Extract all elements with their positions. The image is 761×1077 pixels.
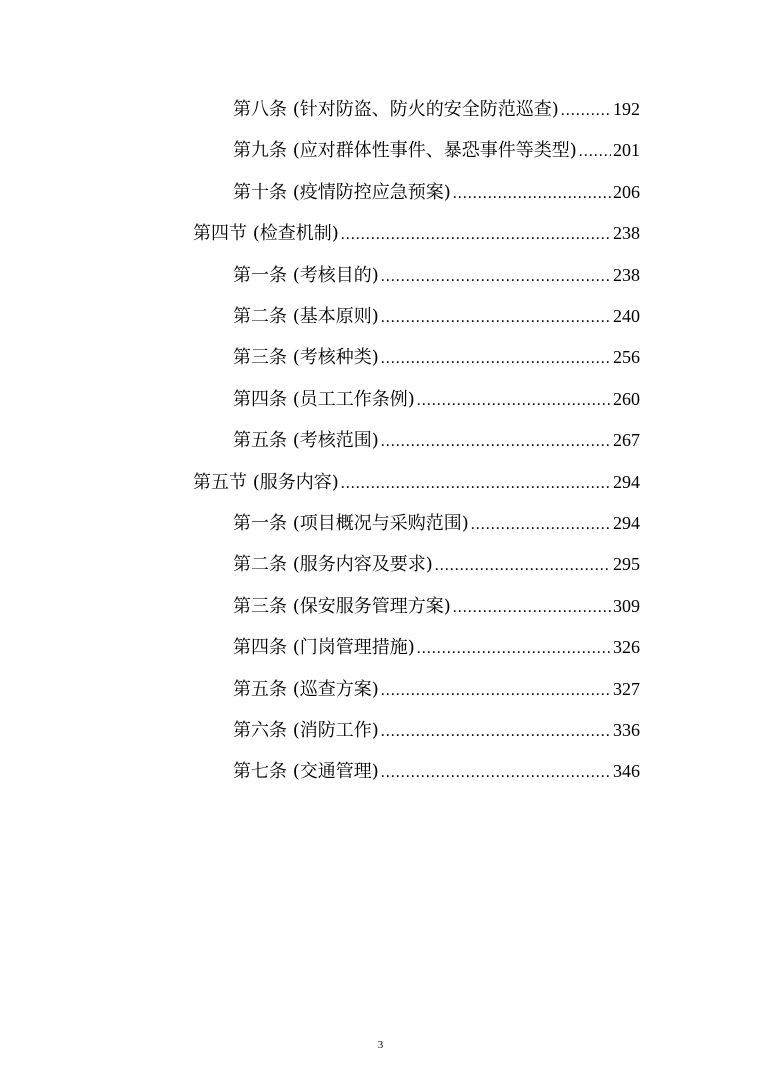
toc-dot-leader xyxy=(381,301,611,335)
toc-entry-title: 第六条 (消防工作) xyxy=(233,720,379,741)
toc-entry-title: 第二条 (基本原则) xyxy=(233,306,379,327)
toc-entry[interactable] xyxy=(233,423,640,457)
toc-entry-page: 294 xyxy=(613,513,640,533)
toc-entry-page: 240 xyxy=(613,306,640,326)
toc-entry[interactable] xyxy=(233,382,640,416)
toc-section-entry[interactable] xyxy=(193,216,640,250)
toc-entry-page: 346 xyxy=(613,761,640,782)
toc-entry-page: 326 xyxy=(613,637,640,658)
toc-dot-leader xyxy=(341,218,611,252)
toc-entry-title: 第八条 (针对防盗、防火的安全防范巡查) xyxy=(233,99,559,120)
toc-entry[interactable] xyxy=(233,175,640,209)
toc-entry-page: 256 xyxy=(613,347,640,368)
toc-entry-page: 336 xyxy=(613,720,640,740)
toc-entry[interactable] xyxy=(233,754,640,788)
toc-entry[interactable] xyxy=(233,92,640,126)
toc-entry-title: 第三条 (考核种类) xyxy=(233,347,379,369)
toc-dot-leader xyxy=(435,549,611,583)
toc-entry-title: 第二条 (服务内容及要求) xyxy=(233,554,433,576)
toc-entry-title: 第四条 (门岗管理措施) xyxy=(233,637,415,659)
toc-dot-leader xyxy=(381,342,611,376)
toc-entry-title: 第四节 (检查机制) xyxy=(193,223,339,245)
toc-entry-title: 第三条 (保安服务管理方案) xyxy=(233,595,451,617)
toc-dot-leader xyxy=(417,384,611,418)
toc-entry-title: 第五条 (考核范围) xyxy=(233,430,379,452)
toc-entry-title: 第五节 (服务内容) xyxy=(193,471,339,493)
toc-dot-leader xyxy=(561,94,611,128)
toc-entry-page: 238 xyxy=(613,264,640,285)
toc-entry-title: 第九条 (应对群体性事件、暴恐事件等类型) xyxy=(233,140,577,162)
toc-entry-page: 309 xyxy=(613,595,640,616)
toc-entry-title: 第一条 (考核目的) xyxy=(233,264,379,286)
toc-entry[interactable] xyxy=(233,672,640,706)
toc-entry[interactable] xyxy=(233,506,640,540)
toc-entry-page: 327 xyxy=(613,678,640,699)
toc-entry-page: 260 xyxy=(613,388,640,409)
toc-entry-page: 206 xyxy=(613,181,640,202)
toc-dot-leader xyxy=(381,756,611,790)
toc-entry[interactable] xyxy=(233,713,640,747)
toc-entry[interactable] xyxy=(233,547,640,581)
toc-section-entry[interactable] xyxy=(193,465,640,499)
toc-entry-title: 第四条 (员工工作条例) xyxy=(233,388,415,410)
toc-entry-page: 295 xyxy=(613,554,640,575)
toc-entry[interactable] xyxy=(233,340,640,374)
page-number: 3 xyxy=(377,1039,384,1051)
toc-entry-page: 294 xyxy=(613,471,640,492)
toc-entry-page: 201 xyxy=(613,140,640,161)
toc-entry[interactable] xyxy=(233,299,640,333)
toc-dot-leader xyxy=(417,632,611,666)
toc-dot-leader xyxy=(579,135,611,169)
toc-dot-leader xyxy=(453,591,611,625)
toc-entry-page: 267 xyxy=(613,430,640,451)
toc-dot-leader xyxy=(471,508,611,542)
toc-entry-title: 第七条 (交通管理) xyxy=(233,761,379,783)
toc-dot-leader xyxy=(381,260,611,294)
toc-entry-page: 238 xyxy=(613,223,640,244)
toc-entry[interactable] xyxy=(233,589,640,623)
toc-entry-page: 192 xyxy=(613,99,640,119)
toc-entry[interactable] xyxy=(233,133,640,167)
toc-entry-title: 第五条 (巡查方案) xyxy=(233,678,379,700)
toc-dot-leader xyxy=(381,674,611,708)
toc-entry[interactable] xyxy=(233,630,640,664)
toc-entry-title: 第一条 (项目概况与采购范围) xyxy=(233,513,469,534)
toc-entry[interactable] xyxy=(233,258,640,292)
toc-dot-leader xyxy=(341,467,611,501)
toc-dot-leader xyxy=(381,715,611,749)
toc-dot-leader xyxy=(453,177,611,211)
toc-dot-leader xyxy=(381,425,611,459)
toc-entry-title: 第十条 (疫情防控应急预案) xyxy=(233,181,451,203)
